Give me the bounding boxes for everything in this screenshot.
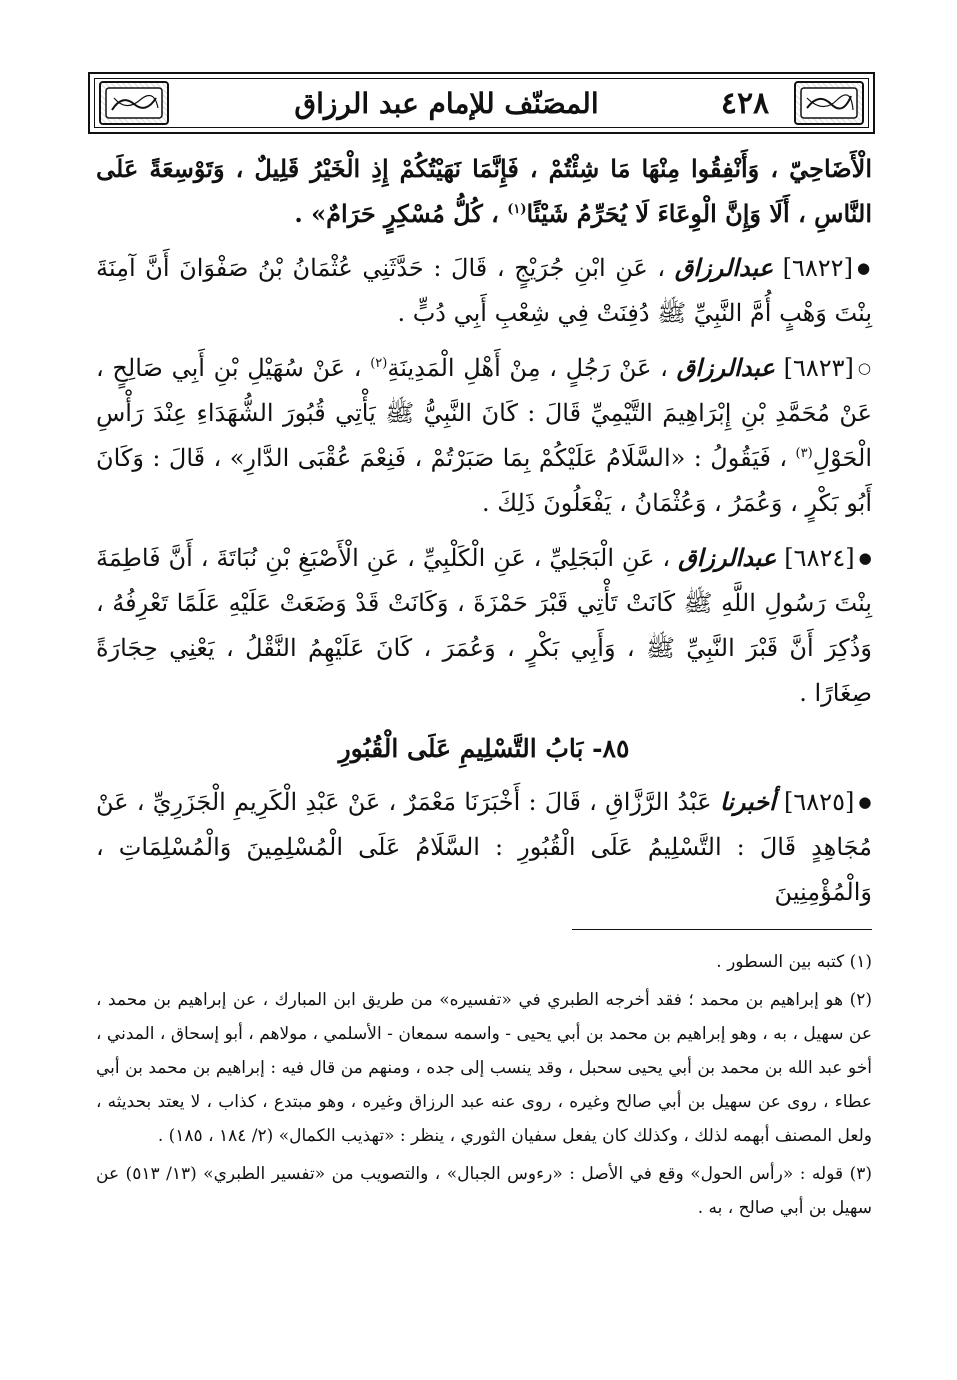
- hadith-text-mid: ، عَنْ سُهَيْلِ بْنِ أَبِي صَالِحٍ ، عَنْ مُحَمَّدِ بْنِ إِبْرَاهِيمَ التَّيْمِيِّ قَالَ : كَانَ النَّبِيُّ ﷺ يَأْتِي قُبُورَ الشُّهَدَاءِ عِنْدَ رَأْسِ الْحَوْلِ: [96, 354, 872, 472]
- bullet-icon: ●: [856, 259, 872, 277]
- footnote-ref: (٢): [370, 356, 388, 371]
- hadith-6822: [96, 245, 872, 336]
- footnote-3: (٣) قوله : «رأس الحول» وقع في الأصل : «رءوس الجبال» ، والتصويب من «تفسير الطبري» (١٣/ ٥١٣) عن سهيل بن أبي صالح ، به .: [96, 1164, 872, 1218]
- main-text: [96, 146, 872, 915]
- paragraph-continuation: [96, 146, 872, 236]
- hadith-text: ، عَنْ رَجُلٍ ، مِنْ أَهْلِ الْمَدِينَةِ: [387, 354, 677, 382]
- hadith-text: عَبْدُ الرَّزَّاقِ ، قَالَ : أَخْبَرَنَا مَعْمَرٌ ، عَنْ عَبْدِ الْكَرِيمِ الْجَزَرِيِّ ، عَنْ مُجَاهِدٍ قَالَ : التَّسْلِيمُ عَلَى الْقُبُورِ : السَّلَامُ عَلَى الْمُسْلِمِينَ وَالْمُسْلِمَاتِ ، وَالْمُؤْمِنِينَ: [96, 788, 872, 906]
- narrator-name: عبدالرزاق: [674, 253, 774, 282]
- hadith-6823: [96, 345, 872, 526]
- footnotes: [96, 945, 872, 1225]
- book-title: المصَنّف للإمام عبد الرزاق: [294, 86, 599, 120]
- page-header: [88, 72, 875, 134]
- hadith-text: ، عَنِ ابْنِ جُرَيْجٍ ، قَالَ : حَدَّثَنِي عُثْمَانُ بْنُ صَفْوَانَ أَنَّ آمِنَةَ بِنْتَ وَهْبٍ أُمَّ النَّبِيِّ ﷺ دُفِنَتْ فِي شِعْبِ أَبِي دُبٍّ .: [96, 254, 872, 327]
- narrator-name: أخبرنا: [719, 787, 776, 816]
- seal-ornament-icon: [104, 86, 164, 120]
- footnote-divider: [572, 929, 872, 930]
- hadith-text-end: ، فَيَقُولُ : «السَّلَامُ عَلَيْكُمْ بِمَا صَبَرْتُمْ ، فَنِعْمَ عُقْبَى الدَّارِ» ، قَالَ : وَكَانَ أَبُو بَكْرٍ ، وَعُمَرُ ، وَعُثْمَانُ ، يَفْعَلُونَ ذَلِكَ .: [96, 444, 872, 517]
- book-seal-right: [794, 81, 864, 125]
- footnote-1: (١) كتبه بين السطور .: [716, 952, 872, 972]
- paragraph-text-end: ، كُلُّ مُسْكِرٍ حَرَامٌ» .: [294, 199, 508, 228]
- bullet-icon: ●: [858, 793, 872, 811]
- hadith-number: [٦٨٢٢]: [782, 254, 853, 282]
- page-number: ٤٢٨: [720, 85, 770, 121]
- hadith-number: [٦٨٢٣]: [783, 354, 854, 382]
- hadith-number: [٦٨٢٥]: [784, 788, 855, 816]
- seal-ornament-icon: [799, 86, 859, 120]
- hadith-text: ، عَنِ الْبَجَلِيِّ ، عَنِ الْكَلْبِيِّ ، عَنِ الْأَصْبَغِ بْنِ نُبَاتَةَ ، أَنَّ فَاطِمَةَ بِنْتَ رَسُولِ اللَّهِ ﷺ كَانَتْ تَأْتِي قَبْرَ حَمْزَةَ ، وَكَانَتْ قَدْ وَضَعَتْ عَلَيْهِ عَلَمًا تَعْرِفُهُ ، وَذُكِرَ أَنَّ قَبْرَ النَّبِيِّ ﷺ ، وَأَبِي بَكْرٍ ، وَعُمَرَ ، كَانَ عَلَيْهِمُ النَّقْلُ ، يَعْنِي حِجَارَةً صِغَارًا .: [96, 544, 872, 707]
- footnote-ref: (١): [507, 202, 527, 217]
- narrator-name: عبدالرزاق: [678, 543, 777, 572]
- hadith-6824: [96, 535, 872, 716]
- footnote-2: (٢) هو إبراهيم بن محمد ؛ فقد أخرجه الطبري في «تفسيره» من طريق ابن المبارك ، عن إبراهيم بن محمد ، عن سهيل ، به ، وهو إبراهيم بن محمد بن أبي يحيى - واسمه سمعان - الأسلمي ، مولاهم ، أبو إسحاق ، المدني ، أخو عبد الله بن محمد بن أبي يحيى سحبل ، وقد ينسب إلى جده ، ومنهم من قال فيه : إبراهيم بن محمد بن أبي عطاء ، روى عن سهيل بن أبي صالح وغيره ، روى عنه عبد الرزاق وغيره ، وهو مبتدع ، كذاب ، لا يعتد بحديثه ، ولعل المصنف أبهمه لذلك ، وكذلك كان يفعل سفيان الثوري ، ينظر : «تهذيب الكمال» (٢/ ١٨٤ ، ١٨٥) .: [96, 990, 872, 1146]
- bullet-icon: ○: [857, 359, 873, 377]
- book-seal-left: [99, 81, 169, 125]
- hadith-number: [٦٨٢٤]: [784, 544, 855, 572]
- narrator-name: عبدالرزاق: [676, 353, 775, 382]
- chapter-heading: ٨٥- بَابُ التَّسْلِيمِ عَلَى الْقُبُورِ: [338, 734, 630, 763]
- bullet-icon: ●: [858, 549, 872, 567]
- footnote-ref: (٣): [795, 446, 813, 461]
- paragraph-text: الْأَضَاحِيّ ، وَأَنْفِقُوا مِنْهَا مَا شِئْتُمْ ، فَإِنَّمَا نَهَيْتُكُمْ إِذِ الْخَيْرُ قَلِيلٌ ، وَتَوْسِعَةً عَلَى النَّاسِ ، أَلَا وَإِنَّ الْوِعَاءَ لَا يُحَرِّمُ شَيْئًا: [96, 154, 872, 228]
- hadith-6825: [96, 779, 872, 915]
